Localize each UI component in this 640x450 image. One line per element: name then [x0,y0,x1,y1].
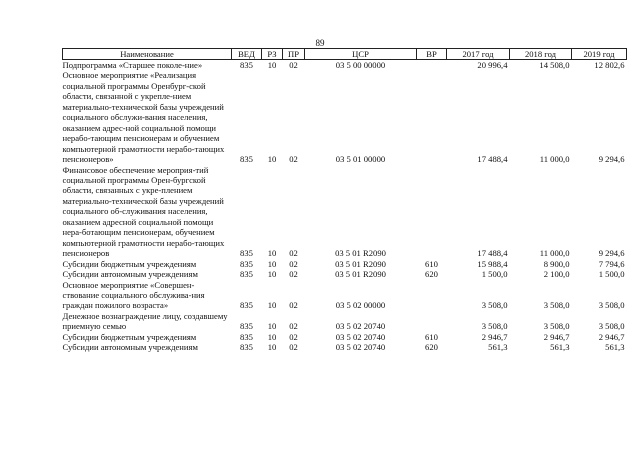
row-ved: 835 [240,321,253,332]
table-row [63,280,627,311]
row-pr: 02 [289,248,298,259]
row-2018: 561,3 [550,342,570,353]
row-2017: 2 946,7 [481,331,508,342]
table-row [63,332,627,342]
row-2018: 2 946,7 [543,331,570,342]
row-ved: 835 [240,342,253,353]
row-ved: 835 [240,60,253,70]
row-2017: 1 500,0 [481,269,508,280]
row-name: Основное мероприятие «Совершен-ствование социального обслужива-ния граждан пожилого возраста» [62,279,205,311]
header-2017: 2017 год [447,49,510,60]
row-2017: 15 988,4 [477,258,508,269]
row-csr: 03 5 00 00000 [335,60,386,70]
row-2019: 3 508,0 [598,321,625,332]
row-2018: 14 508,0 [539,60,570,70]
row-vr [417,165,447,259]
row-rz: 10 [267,321,277,332]
row-pr: 02 [289,60,298,70]
row-vr: 610 [425,258,438,269]
header-ved: ВЕД [232,49,262,60]
row-2019: 3 508,0 [598,300,625,311]
page-number: 89 [315,38,325,48]
row-vr: 620 [425,269,438,280]
table-row [63,259,627,269]
table-row [63,269,627,279]
row-2017: 3 508,0 [481,321,508,332]
row-csr: 03 5 02 00000 [335,300,386,311]
row-rz: 10 [267,154,277,165]
row-pr: 02 [289,154,298,165]
row-name: Субсидии автономным учреждениям [62,342,198,353]
row-2017: 3 508,0 [481,300,508,311]
header-csr: ЦСР [305,49,417,60]
row-pr: 02 [289,269,298,280]
row-2018: 11 000,0 [539,248,570,259]
row-ved: 835 [240,269,253,280]
row-pr: 02 [289,321,298,332]
row-pr: 02 [289,300,298,311]
row-vr: 610 [425,331,438,342]
header-pr: ПР [283,49,305,60]
row-2019: 7 794,6 [598,258,625,269]
table-row [63,165,627,259]
row-2018: 8 900,0 [543,258,570,269]
row-rz: 10 [267,300,277,311]
budget-table [62,48,627,353]
header-2018: 2018 год [510,49,572,60]
row-rz: 10 [267,331,277,342]
header-2019: 2019 год [572,49,627,60]
row-ved: 835 [240,331,253,342]
row-rz: 10 [267,248,277,259]
header-vr: ВР [417,49,447,60]
row-name: Субсидии бюджетным учреждениям [62,331,197,342]
row-2018: 11 000,0 [539,154,570,165]
row-pr: 02 [289,331,298,342]
row-2019: 561,3 [605,342,625,353]
row-ved: 835 [240,154,253,165]
row-name: Денежное вознаграждение лицу, создавшему приемную семью [62,310,228,332]
row-ved: 835 [240,258,253,269]
row-csr: 03 5 01 R2090 [335,258,386,269]
row-csr: 03 5 02 20740 [335,331,386,342]
row-name: Субсидии бюджетным учреждениям [62,258,197,269]
row-2018: 2 100,0 [543,269,570,280]
row-2019: 12 802,6 [594,60,625,70]
row-2019: 9 294,6 [598,154,625,165]
row-2017: 20 996,4 [477,60,508,70]
row-csr: 03 5 01 00000 [335,154,386,165]
table-header-row [63,49,627,60]
row-2018: 3 508,0 [543,321,570,332]
row-vr [417,280,447,311]
row-csr: 03 5 02 20740 [335,321,386,332]
table-row [63,342,627,352]
row-2017: 561,3 [488,342,508,353]
row-2017: 17 488,4 [477,248,508,259]
row-pr: 02 [289,342,298,353]
row-ved: 835 [240,248,253,259]
row-name: Финансовое обеспечение мероприя-тий социальной программы Орен-бургской области, связанных с укре-плением материально-технической базы учреждений социального об-служивания населения, оказанием адресной социальной помощи нера-ботающим пенсионерам, обучением компьютерной грамотности нерабо-тающих пенсионеров [62,164,225,259]
table-row [63,70,627,164]
row-name: Подпрограмма «Старшее поколе-ние» [62,60,203,70]
row-2018: 3 508,0 [543,300,570,311]
row-2019: 1 500,0 [598,269,625,280]
row-csr: 03 5 02 20740 [335,342,386,353]
row-rz: 10 [267,269,277,280]
row-rz: 10 [267,342,277,353]
row-name: Субсидии автономным учреждениям [62,269,198,280]
table-row [63,60,627,71]
row-name: Основное мероприятие «Реализация социальной программы Оренбург-ской области, связанной с укрепле-нием материально-технической базы учреждений социального обслужи-вания населения, оказанием адрес-ной социальной помощи нерабо-тающим пенсионерам и обучением компьютерной грамотности нерабо-тающих пенсионеров» [62,70,225,165]
header-name: Наименование [63,49,232,60]
header-rz: РЗ [262,49,283,60]
row-csr: 03 5 01 R2090 [335,269,386,280]
row-2019: 2 946,7 [598,331,625,342]
row-rz: 10 [267,258,277,269]
row-2017: 17 488,4 [477,154,508,165]
row-2019: 9 294,6 [598,248,625,259]
row-vr [417,311,447,332]
row-vr: 620 [425,342,438,353]
row-ved: 835 [240,300,253,311]
row-csr: 03 5 01 R2090 [335,248,386,259]
table-row [63,311,627,332]
row-rz: 10 [267,60,277,70]
row-pr: 02 [289,258,298,269]
row-vr [417,70,447,164]
row-vr [417,60,447,71]
